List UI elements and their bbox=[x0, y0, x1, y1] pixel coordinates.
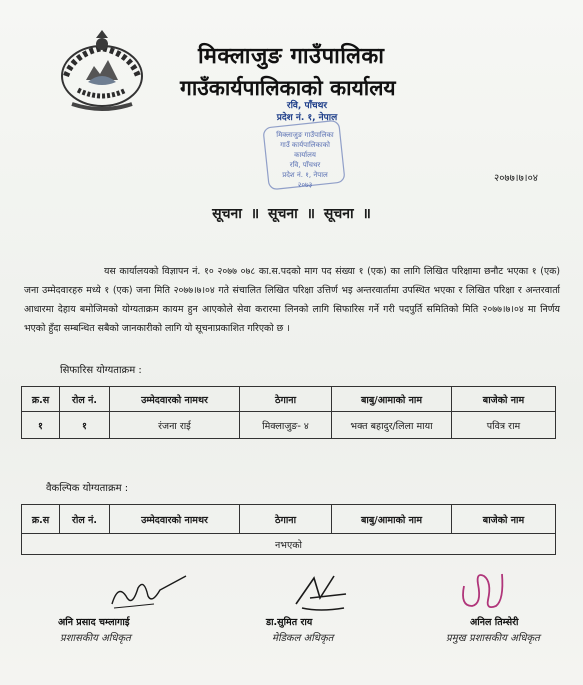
municipality-name: मिक्लाजुङ गाउँपालिका bbox=[198, 44, 385, 69]
cell-parents: भक्त बहादुर/लिला माया bbox=[332, 412, 452, 439]
cell-roll: १ bbox=[60, 412, 110, 439]
signatory-1-name: अनि प्रसाद चम्लागाई bbox=[58, 617, 130, 628]
col-grandfather: बाजेको नाम bbox=[452, 387, 556, 412]
office-name: गाउँकार्यपालिकाको कार्यालय bbox=[180, 76, 396, 100]
notice-date: २०७७।७।०४ bbox=[494, 173, 538, 184]
signature-3 bbox=[458, 566, 508, 614]
stamp-line-1: रवि, पाँचथर bbox=[286, 101, 328, 111]
table-header-row bbox=[22, 387, 556, 412]
alternate-table bbox=[21, 504, 556, 555]
col-grandfather: बाजेको नाम bbox=[452, 505, 556, 534]
table-row bbox=[22, 534, 556, 555]
col-serial: क्र.स bbox=[22, 387, 60, 412]
signature-1 bbox=[108, 574, 188, 614]
seal-line: मिक्लाजुङ गाउँपालिका bbox=[276, 131, 334, 139]
col-name: उम्मेदवारको नामथर bbox=[110, 387, 240, 412]
signatory-3-name: अनिल तिम्सेरी bbox=[470, 617, 519, 628]
table-row bbox=[22, 412, 556, 439]
table-header-row bbox=[22, 505, 556, 534]
seal-line: रवि, पाँचथर bbox=[289, 161, 321, 169]
col-address: ठेगाना bbox=[240, 505, 332, 534]
col-address: ठेगाना bbox=[240, 387, 332, 412]
seal-line: २०७३ bbox=[297, 181, 313, 189]
col-roll: रोल नं. bbox=[60, 387, 110, 412]
col-name: उम्मेदवारको नामथर bbox=[110, 505, 240, 534]
signature-2 bbox=[290, 568, 350, 614]
signatory-2-name: डा.सुमित राय bbox=[266, 617, 313, 628]
cell-name: रंजना राई bbox=[110, 412, 240, 439]
col-serial: क्र.स bbox=[22, 505, 60, 534]
empty-cell: नभएको bbox=[22, 534, 556, 555]
signatory-1-title: प्रशासकीय अधिकृत bbox=[60, 633, 131, 644]
seal-text bbox=[270, 130, 340, 190]
cell-grandfather: पवित्र राम bbox=[452, 412, 556, 439]
cell-serial: १ bbox=[22, 412, 60, 439]
alternate-label: वैकल्पिक योग्यताक्रम : bbox=[46, 483, 129, 494]
stamp-line-2: प्रदेश नं. १, नेपाल bbox=[276, 113, 338, 123]
cell-address: मिक्लाजुङ- ४ bbox=[240, 412, 332, 439]
seal-line: गाउँ कार्यपालिकाको कार्यालय bbox=[280, 141, 330, 159]
government-emblem-icon bbox=[52, 30, 152, 112]
recommended-label: सिफारिस योग्यताक्रम : bbox=[60, 365, 142, 376]
recommended-table bbox=[21, 386, 556, 439]
signatory-3-title: प्रमुख प्रशासकीय अधिकृत bbox=[446, 633, 540, 644]
col-parents: बाबु/आमाको नाम bbox=[332, 387, 452, 412]
signatory-2-title: मेडिकल अधिकृत bbox=[272, 633, 334, 644]
notice-body: यस कार्यालयको विज्ञापन नं. १० २०७७ ०७८ का.स.पदको माग पद संख्या १ (एक) का लागि लिखित परिक्षामा छनौट भएका १ (एक) जना उम्मेदवारहरु मध्ये १ (एक) जना मिति २०७७।७।०४ गते संचालित लिखित परिक्षा उत्तिर्ण भइ अन्तरवार्तामा उपस्थित भएका र लिखित परिक्षा र अन्तरवार्ता आधारमा देहाय बमोजिमको योग्यताक्रम कायम हुन आएकोले सेवा करारमा लिनको लागि सिफारिस गर्ने गरी पदपुर्ति समितिको मिति २०७७।७।०४ मा निर्णय भएको हुँदा सम्बन्धित सबैको जानकारीको लागि यो सूचनाप्रकाशित गरिएको छ । bbox=[24, 266, 560, 334]
col-parents: बाबु/आमाको नाम bbox=[332, 505, 452, 534]
notice-title: सूचना ॥ सूचना ॥ सूचना ॥ bbox=[212, 206, 371, 222]
col-roll: रोल नं. bbox=[60, 505, 110, 534]
seal-line: प्रदेश नं. १, नेपाल bbox=[282, 171, 328, 179]
